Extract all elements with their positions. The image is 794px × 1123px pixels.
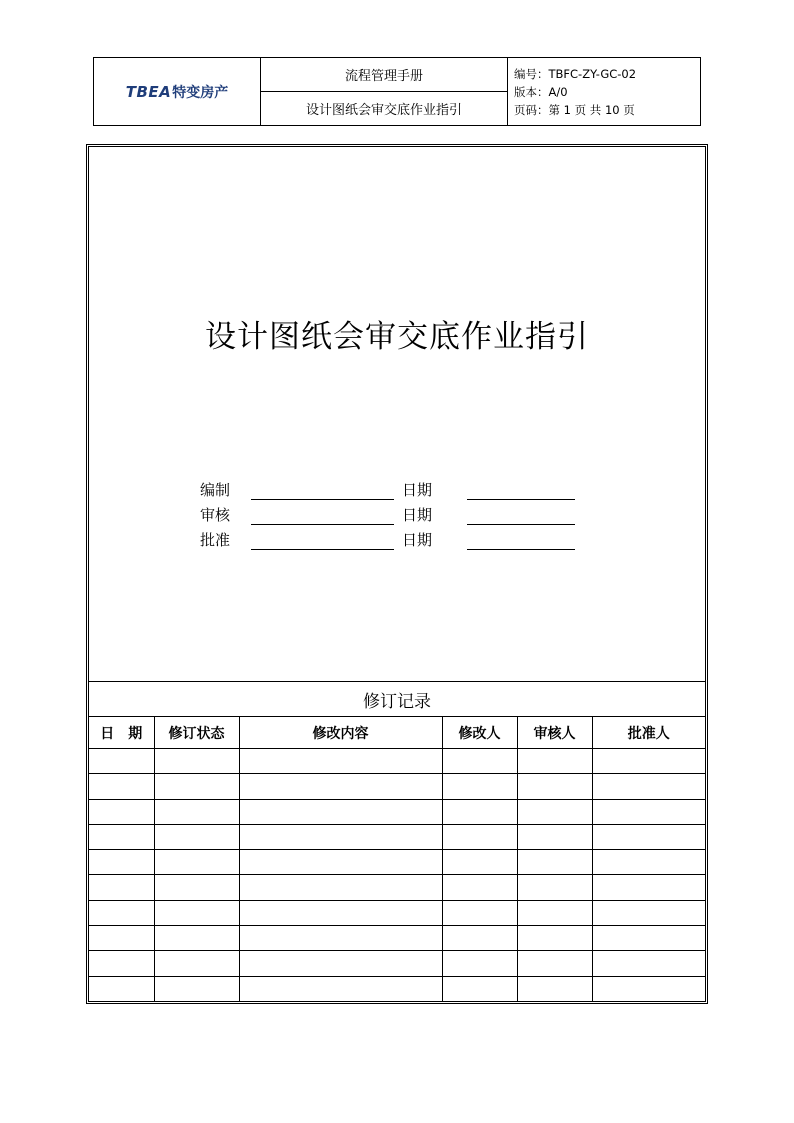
table-row <box>89 951 705 976</box>
table-cell <box>239 774 442 799</box>
table-row <box>89 774 705 799</box>
date-line <box>467 499 575 500</box>
table-cell <box>517 926 592 951</box>
table-cell <box>154 951 239 976</box>
table-cell <box>154 976 239 1001</box>
signature-label: 编制 <box>200 481 231 499</box>
column-header-content: 修改内容 <box>239 717 442 749</box>
signature-row-review <box>200 504 620 526</box>
column-header-modifier: 修改人 <box>442 717 517 749</box>
table-cell <box>154 875 239 900</box>
signature-row-approve <box>200 529 620 551</box>
signature-line <box>251 499 394 500</box>
table-row <box>89 976 705 1001</box>
doc-code: 编号：TBFC-ZY-GC-02 <box>514 66 637 81</box>
table-cell <box>517 850 592 875</box>
table-row <box>89 824 705 849</box>
table-cell <box>592 900 705 925</box>
table-row <box>89 875 705 900</box>
table-cell <box>239 875 442 900</box>
table-cell <box>517 799 592 824</box>
table-cell <box>239 900 442 925</box>
table-cell <box>592 976 705 1001</box>
table-cell <box>154 926 239 951</box>
table-cell <box>517 951 592 976</box>
header-meta <box>508 58 700 125</box>
table-cell <box>239 850 442 875</box>
page-title: 设计图纸会审交底作业指引 <box>205 319 589 355</box>
cover-frame <box>86 144 708 1004</box>
table-cell <box>239 926 442 951</box>
table-cell <box>89 799 154 824</box>
table-cell <box>592 774 705 799</box>
company-logo <box>94 58 261 125</box>
column-header-date: 日 期 <box>89 717 154 749</box>
table-cell <box>592 850 705 875</box>
table-cell <box>442 799 517 824</box>
table-cell <box>89 976 154 1001</box>
table-cell <box>154 799 239 824</box>
date-label: 日期 <box>402 481 433 499</box>
table-cell <box>442 926 517 951</box>
table-cell <box>89 900 154 925</box>
table-cell <box>89 951 154 976</box>
signature-label: 审核 <box>200 506 231 524</box>
table-cell <box>239 951 442 976</box>
table-cell <box>154 900 239 925</box>
table-row <box>89 900 705 925</box>
table-cell <box>517 824 592 849</box>
table-cell <box>89 824 154 849</box>
signature-row-compile <box>200 479 620 501</box>
logo-latin-text: TBEA <box>125 82 172 101</box>
revision-caption: 修订记录 <box>89 682 705 717</box>
column-header-approver: 批准人 <box>592 717 705 749</box>
document-header <box>93 57 701 126</box>
column-header-status: 修订状态 <box>154 717 239 749</box>
table-cell <box>239 976 442 1001</box>
table-cell <box>154 774 239 799</box>
table-cell <box>154 850 239 875</box>
table-cell <box>592 926 705 951</box>
doc-version: 版本：A/0 <box>514 84 568 99</box>
table-cell <box>239 824 442 849</box>
table-cell <box>442 850 517 875</box>
table-cell <box>89 749 154 774</box>
table-row <box>89 926 705 951</box>
table-cell <box>442 824 517 849</box>
signature-label: 批准 <box>200 531 231 549</box>
table-cell <box>592 749 705 774</box>
date-label: 日期 <box>402 506 433 524</box>
table-cell <box>239 749 442 774</box>
manual-name: 流程管理手册 <box>261 58 507 92</box>
table-cell <box>154 824 239 849</box>
table-cell <box>517 900 592 925</box>
table-cell <box>442 976 517 1001</box>
table-cell <box>592 799 705 824</box>
signature-line <box>251 549 394 550</box>
table-cell <box>89 875 154 900</box>
signature-line <box>251 524 394 525</box>
table-cell <box>154 749 239 774</box>
table-row <box>89 850 705 875</box>
table-row <box>89 749 705 774</box>
header-titles <box>261 58 508 125</box>
table-cell <box>442 774 517 799</box>
table-cell <box>592 824 705 849</box>
table-cell <box>592 951 705 976</box>
date-line <box>467 524 575 525</box>
table-cell <box>517 976 592 1001</box>
table-cell <box>592 875 705 900</box>
table-cell <box>89 774 154 799</box>
revision-table <box>89 681 705 1001</box>
table-cell <box>239 799 442 824</box>
table-cell <box>442 875 517 900</box>
table-cell <box>517 749 592 774</box>
table-cell <box>442 900 517 925</box>
date-label: 日期 <box>402 531 433 549</box>
logo-cn-text: 特变房产 <box>172 84 229 101</box>
header-doc-name: 设计图纸会审交底作业指引 <box>305 103 462 118</box>
date-line <box>467 549 575 550</box>
revision-rows <box>89 749 705 1002</box>
table-row <box>89 799 705 824</box>
doc-page-number: 页码：第 1 页 共 10 页 <box>514 102 635 117</box>
table-cell <box>442 749 517 774</box>
table-cell <box>89 850 154 875</box>
column-header-reviewer: 审核人 <box>517 717 592 749</box>
table-cell <box>442 951 517 976</box>
table-cell <box>89 926 154 951</box>
table-cell <box>517 774 592 799</box>
table-cell <box>517 875 592 900</box>
